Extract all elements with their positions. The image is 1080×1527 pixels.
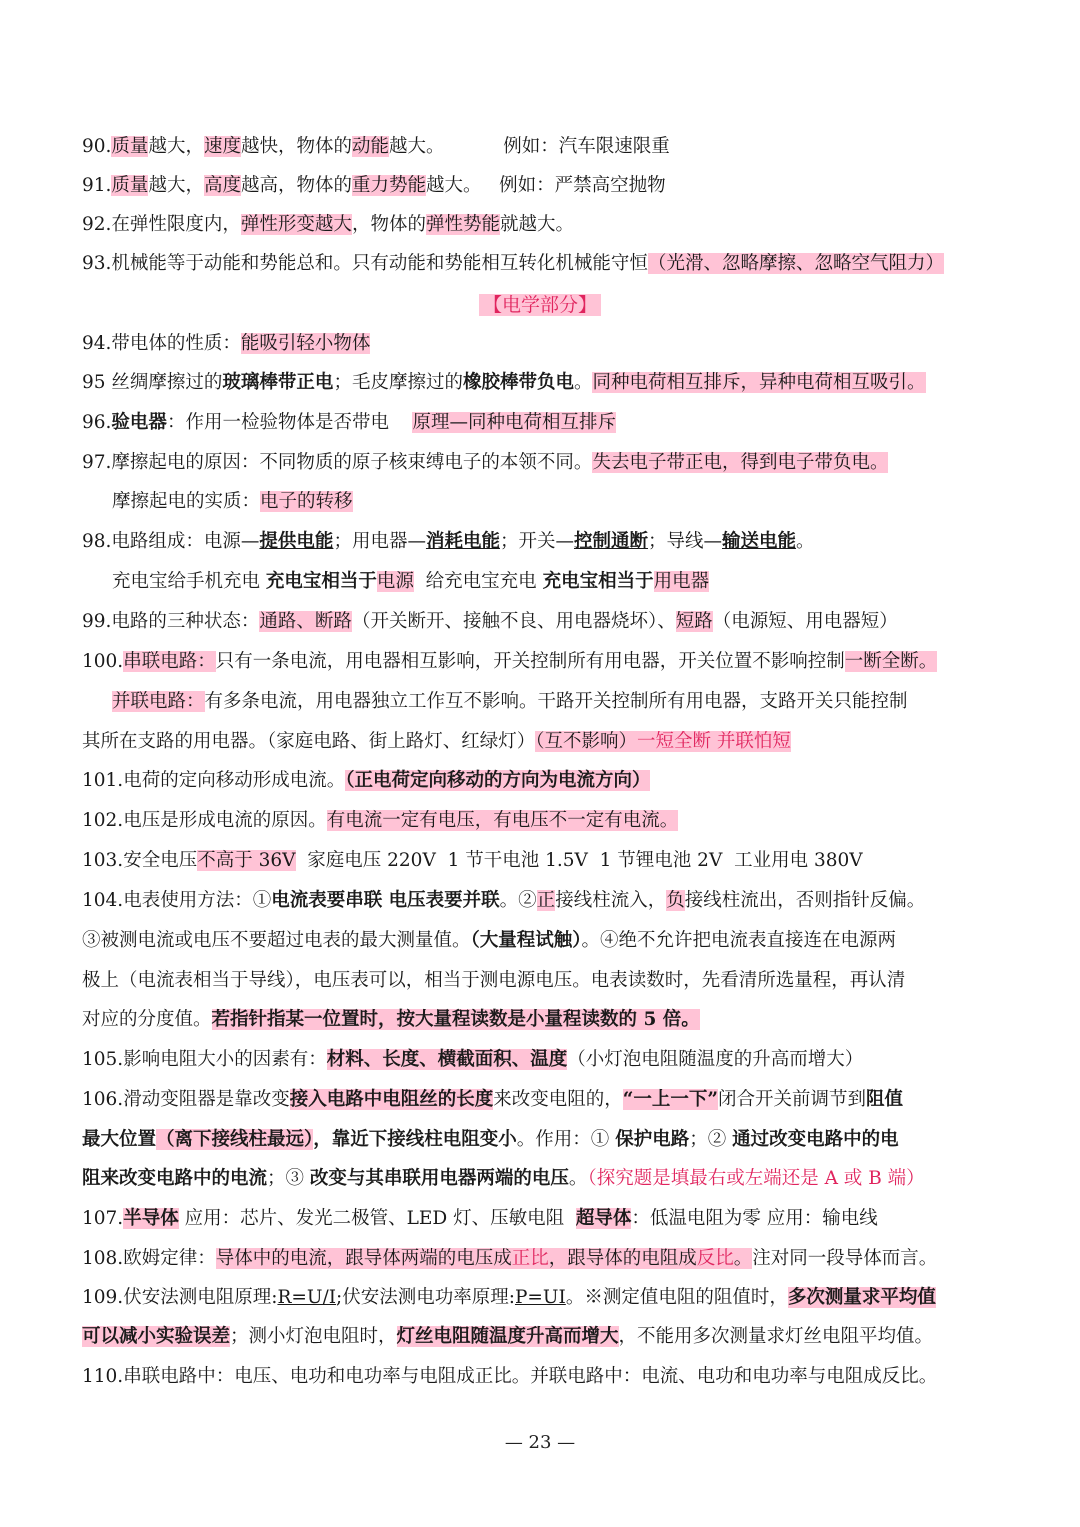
- line-text: ;伏安法测电功率原理:: [336, 1287, 515, 1308]
- line-text: 101.电荷的定向移动形成电流。: [82, 770, 346, 791]
- text-line: [82, 446, 1002, 480]
- line-text: 92.在弹性限度内，: [82, 214, 241, 235]
- line-text: 闭合开关前调节到: [718, 1089, 867, 1110]
- text-line: [82, 1123, 1002, 1157]
- line-text: （探究题是填最右或左端还是 A 或 B 端）: [587, 1168, 925, 1189]
- line-text: 改变与其串联用电器两端的电压: [309, 1168, 569, 1189]
- text-line: [82, 1202, 1002, 1236]
- line-text: 。: [573, 372, 593, 393]
- line-text: ，靠近下接线柱电阻变小: [313, 1129, 517, 1150]
- highlighted-text: （正电荷定向移动的方向为电流方向）: [345, 770, 651, 791]
- text-line: [82, 208, 1002, 242]
- highlighted-text: 。: [733, 1248, 753, 1269]
- line-text: 越大。 例如：严禁高空抛物: [426, 175, 666, 196]
- line-text: 越大。 例如：汽车限速限重: [389, 136, 670, 157]
- text-line: [82, 1360, 1002, 1394]
- text-line: [112, 685, 1002, 719]
- highlighted-text: 速度: [203, 136, 241, 157]
- line-text: 97.摩擦起电的原因：不同物质的原子核束缚电子的本领不同。: [82, 452, 593, 473]
- highlighted-text: ，跟导体的电阻成: [548, 1248, 697, 1269]
- line-text: ③被测电流或电压不要超过电表的最大测量值。: [82, 930, 471, 951]
- line-text: 输送电能: [722, 531, 797, 552]
- highlighted-text: 一断全断。: [844, 651, 938, 672]
- section-title-text: 【电学部分】: [479, 294, 601, 316]
- highlighted-text: 正比: [511, 1248, 549, 1269]
- line-text: 99.电路的三种状态：: [82, 611, 260, 632]
- line-text: 110.串联电路中：电压、电功和电功率与电阻成正比。并联电路中：电流、电功和电功率与电阻成反比。: [82, 1366, 938, 1387]
- line-text: 。④绝不允许把电流表直接连在电源两: [581, 930, 897, 951]
- highlighted-text: 动能: [351, 136, 389, 157]
- line-text: 93.机械能等于动能和势能总和。只有动能和势能相互转化机械能守恒: [82, 253, 648, 274]
- line-text: ，不能用多次测量求灯丝电阻平均值。: [618, 1326, 934, 1347]
- line-text: 消耗电能: [425, 531, 500, 552]
- line-text: ：低温电阻为零 应用：输电线: [631, 1208, 878, 1229]
- line-text: ；毛皮摩擦过的: [333, 372, 463, 393]
- line-text: ：作用一检验物体是否带电: [166, 412, 413, 433]
- line-text: 极上（电流表相当于导线），电压表可以，相当于测电源电压。电表读数时，先看清所选量程，再认清: [82, 970, 906, 991]
- highlighted-text: 导体中的电流，跟导体两端的电压成: [215, 1248, 512, 1269]
- text-line: [82, 804, 1002, 838]
- line-text: 越大，: [148, 175, 204, 196]
- line-text: 对应的分度值。: [82, 1009, 212, 1030]
- text-line: [112, 485, 1002, 519]
- line-text: 。: [568, 1168, 588, 1189]
- line-text: 94.带电体的性质：: [82, 333, 241, 354]
- line-text: 家庭电压 220V 1 节干电池 1.5V 1 节锂电池 2V 工业用电 380V: [295, 850, 863, 871]
- line-text: ，物体的: [351, 214, 426, 235]
- line-text: 102.电压是形成电流的原因。: [82, 810, 327, 831]
- line-text: 。②: [499, 890, 537, 911]
- line-text: 接线柱流出，否则指针反偏。: [684, 890, 926, 911]
- highlighted-text: （光滑、忽略摩擦、忽略空气阻力）: [647, 253, 944, 274]
- line-text: ；用电器—: [333, 531, 426, 552]
- line-text: （电源短、用电器短）: [712, 611, 898, 632]
- highlighted-text: “一上一下”: [622, 1089, 719, 1110]
- line-text: 90.: [82, 136, 112, 157]
- text-line: [112, 565, 1002, 599]
- text-line: [82, 1083, 1002, 1117]
- line-text: 91.: [82, 175, 112, 196]
- line-text: 越大，: [148, 136, 204, 157]
- highlighted-text: 串联电路：: [123, 651, 216, 672]
- highlighted-text: 高度: [203, 175, 241, 196]
- highlighted-text: （互不影响）: [535, 731, 638, 752]
- line-text: 应用：芯片、发光二极管、LED 灯、压敏电阻: [178, 1208, 576, 1229]
- line-text: 玻璃棒带正电: [222, 372, 334, 393]
- highlighted-text: 短路: [675, 611, 713, 632]
- highlighted-text: 一短全断 并联怕短: [637, 731, 791, 752]
- highlighted-text: 质量: [111, 175, 149, 196]
- line-text: 98.电路组成：电源—: [82, 531, 260, 552]
- section-title: [0, 288, 1080, 322]
- highlighted-text: 原理—同种电荷相互排斥: [412, 412, 616, 433]
- line-text: 100.: [82, 651, 124, 672]
- line-text: 有多条电流，用电器独立工作互不影响。干路开关控制所有用电器，支路开关只能控制: [204, 691, 908, 712]
- highlighted-text: 若指针指某一位置时，按大量程读数是小量程读数的 5 倍。: [211, 1009, 700, 1030]
- highlighted-text: 同种电荷相互排斥，异种电荷相互吸引。: [592, 372, 926, 393]
- line-text: 只有一条电流，用电器相互影响，开关控制所有用电器，开关位置不影响控制: [215, 651, 845, 672]
- text-line: [82, 725, 1002, 759]
- line-text: 提供电能: [259, 531, 334, 552]
- highlighted-text: 能吸引轻小物体: [240, 333, 371, 354]
- highlighted-text: 可以减小实验误差: [82, 1326, 231, 1347]
- text-line: [82, 924, 1002, 958]
- highlighted-text: 失去电子带正电，得到电子带负电。: [592, 452, 889, 473]
- line-text: 来改变电阻的，: [493, 1089, 623, 1110]
- line-text: 注对同一段导体而言。: [752, 1248, 938, 1269]
- line-text: 充电宝相当于: [542, 571, 654, 592]
- line-text: 电流表要串联 电压表要并联: [271, 890, 500, 911]
- text-line: [82, 764, 1002, 798]
- line-text: 控制通断: [573, 531, 648, 552]
- text-line: [82, 406, 1002, 440]
- highlighted-text: 多次测量求平均值: [787, 1287, 936, 1308]
- line-text: 103.安全电压: [82, 850, 198, 871]
- line-text: （大量程试触）: [470, 930, 582, 951]
- line-text: ；②: [689, 1129, 733, 1150]
- highlighted-text: 材料、长度、横截面积、温度: [326, 1049, 568, 1070]
- line-text: 最大位置: [82, 1129, 157, 1150]
- highlighted-text: 有电流一定有电压，有电压不一定有电流。: [326, 810, 679, 831]
- line-text: 106.滑动变阻器是靠改变: [82, 1089, 290, 1110]
- highlighted-text: 半导体: [123, 1208, 179, 1229]
- line-text: ；测小灯泡电阻时，: [230, 1326, 397, 1347]
- line-text: 阻来改变电路中的电流: [82, 1168, 268, 1189]
- highlighted-text: 接入电路中电阻丝的长度: [289, 1089, 494, 1110]
- line-text: 。: [796, 531, 815, 552]
- text-line: [82, 247, 1002, 281]
- line-text: 。作用：①: [516, 1129, 616, 1150]
- text-line: [82, 884, 1002, 918]
- highlighted-text: 不高于 36V: [197, 850, 296, 871]
- highlighted-text: 负: [666, 890, 685, 911]
- page-number: — 23 —: [504, 1432, 576, 1453]
- line-text: 109.伏安法测电阻原理:: [82, 1287, 278, 1308]
- highlighted-text: 用电器: [653, 571, 710, 592]
- line-text: 105.影响电阻大小的因素有：: [82, 1049, 327, 1070]
- text-line: [82, 1320, 1002, 1354]
- line-text: （小灯泡电阻随温度的升高而增大）: [567, 1049, 864, 1070]
- line-text: 充电宝给手机充电: [112, 571, 266, 592]
- text-line: [82, 645, 1002, 679]
- text-line: [82, 169, 1002, 203]
- line-text: 。※测定值电阻的阻值时，: [565, 1287, 788, 1308]
- highlighted-text: 正: [536, 890, 556, 911]
- line-text: 阻值: [866, 1089, 904, 1110]
- line-text: 给充电宝充电: [413, 571, 543, 592]
- text-line: [82, 1242, 1002, 1276]
- text-line: [82, 366, 1002, 400]
- line-text: 96.: [82, 412, 112, 433]
- highlighted-text: （离下接线柱最远）: [156, 1129, 314, 1150]
- highlighted-text: 电子的转移: [260, 491, 353, 512]
- line-text: 就越大。: [499, 214, 574, 235]
- text-line: [82, 525, 1002, 559]
- highlighted-text: 反比: [696, 1248, 734, 1269]
- line-text: 验电器: [111, 412, 167, 433]
- line-text: 越快，物体的: [240, 136, 352, 157]
- line-text: 其所在支路的用电器。（家庭电路、街上路灯、红绿灯）: [82, 731, 536, 752]
- text-line: [82, 1162, 1002, 1196]
- highlighted-text: 通路、断路: [259, 611, 352, 632]
- line-text: ；开关—: [499, 531, 574, 552]
- line-text: 107.: [82, 1208, 124, 1229]
- line-text: 橡胶棒带负电: [462, 372, 574, 393]
- text-line: [82, 1281, 1002, 1315]
- text-line: [82, 844, 1002, 878]
- line-text: 保护电路: [615, 1129, 690, 1150]
- highlighted-text: 电源: [376, 571, 414, 592]
- line-text: 104.电表使用方法：①: [82, 890, 272, 911]
- highlighted-text: 并联电路：: [112, 691, 205, 712]
- line-text: ；③: [267, 1168, 310, 1189]
- text-line: [82, 605, 1002, 639]
- highlighted-text: 超导体: [575, 1208, 632, 1229]
- line-text: 越高，物体的: [240, 175, 352, 196]
- text-line: [82, 964, 1002, 998]
- highlighted-text: 灯丝电阻随温度升高而增大: [396, 1326, 619, 1347]
- text-line: [82, 327, 1002, 361]
- highlighted-text: 质量: [111, 136, 149, 157]
- highlighted-text: 弹性势能: [425, 214, 500, 235]
- highlighted-text: 重力势能: [351, 175, 426, 196]
- highlighted-text: 弹性形变越大: [240, 214, 352, 235]
- line-text: P=UI: [514, 1287, 566, 1308]
- text-line: [82, 1003, 1002, 1037]
- line-text: 摩擦起电的实质：: [112, 491, 261, 512]
- line-text: 95 丝绸摩擦过的: [82, 372, 223, 393]
- line-text: 接线柱流入，: [555, 890, 667, 911]
- line-text: 充电宝相当于: [265, 571, 377, 592]
- line-text: 通过改变电路中的电: [732, 1129, 899, 1150]
- line-text: （开关断开、接触不良、用电器烧坏）、: [351, 611, 676, 632]
- line-text: ；导线—: [648, 531, 723, 552]
- text-line: [82, 1043, 1002, 1077]
- line-text: 108.欧姆定律：: [82, 1248, 216, 1269]
- text-line: [82, 130, 1002, 164]
- line-text: R=U/I: [277, 1287, 336, 1308]
